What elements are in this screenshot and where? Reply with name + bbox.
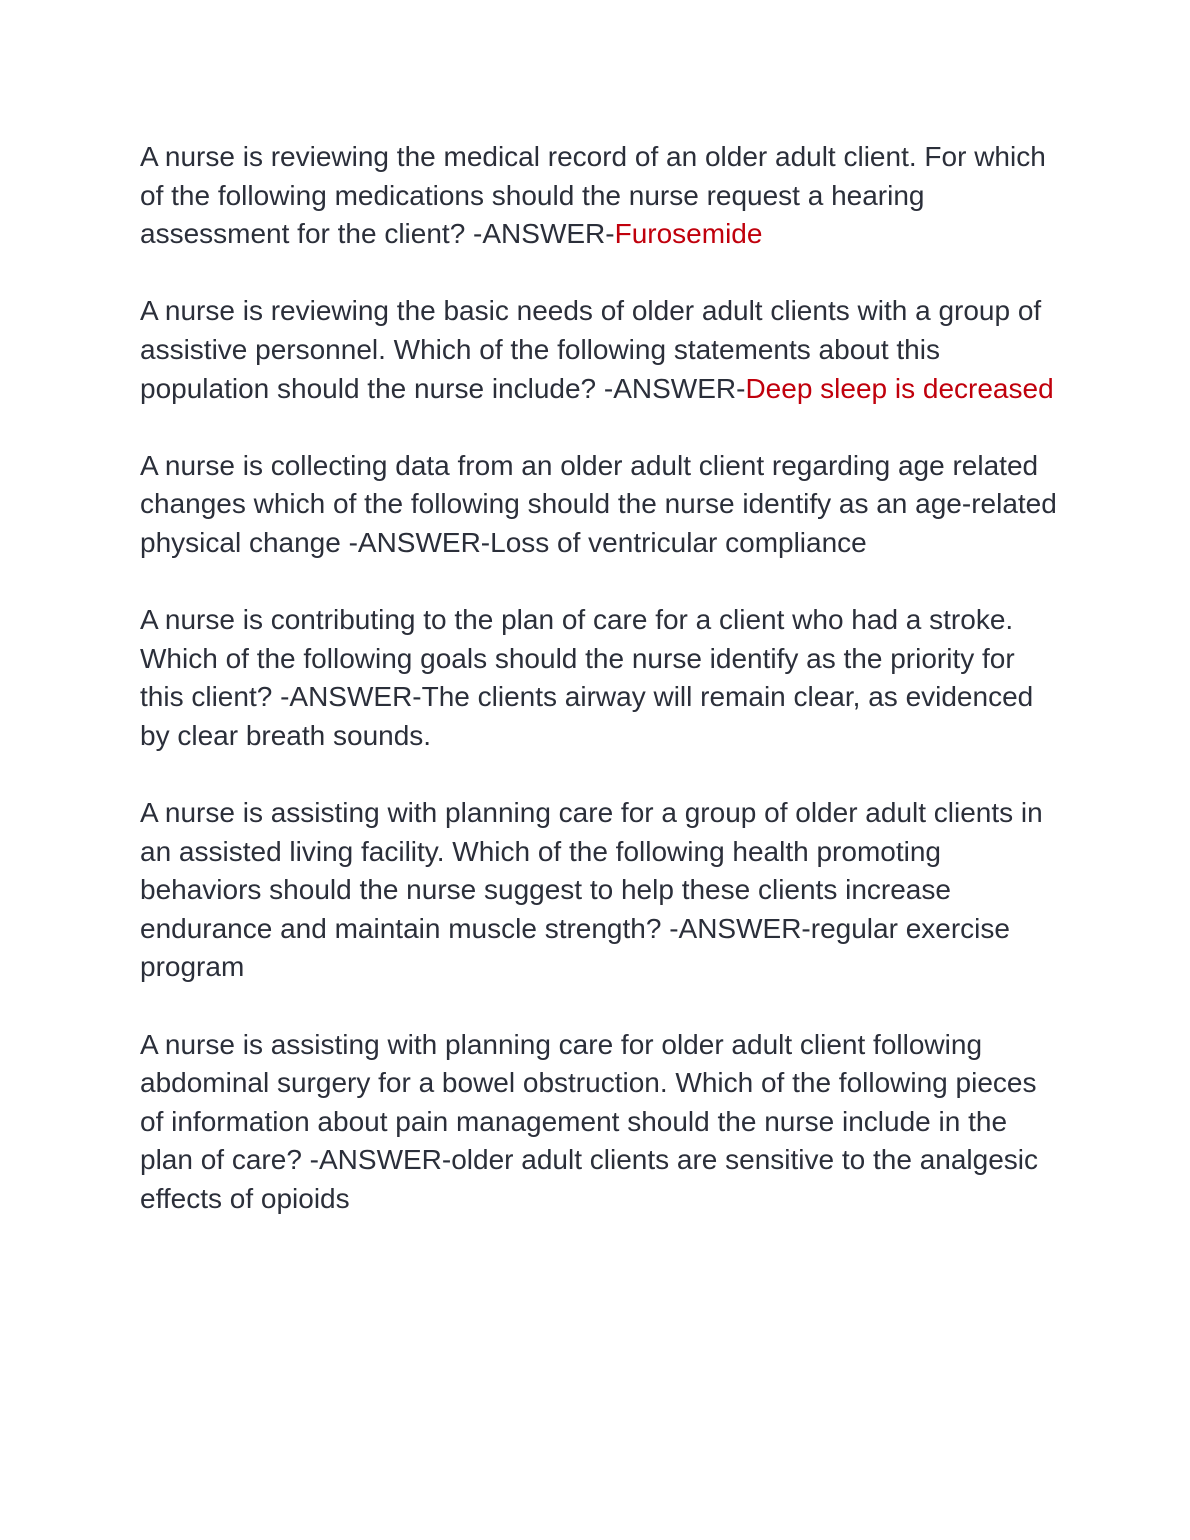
- question-text: A nurse is reviewing the medical record of an older adult client. For which of the following medications should the nurse request a hearing assessment for the client? -ANSWER-: [140, 141, 1046, 250]
- question-text: A nurse is assisting with planning care for a group of older adult clients in an assisted living facility. Which of the following health promoting behaviors should the nurse suggest to help these clients increase endurance and maintain muscle strength? -ANSWER-: [140, 797, 1043, 944]
- answer-text: older adult clients are sensitive to the analgesic effects of opioids: [140, 1144, 1039, 1215]
- answer-text: Furosemide: [614, 218, 763, 250]
- qa-item-1: [140, 138, 1060, 254]
- question-text: A nurse is collecting data from an older adult client regarding age related changes which of the following should the nurse identify as an age-related physical change -ANSWER-: [140, 449, 1057, 558]
- answer-text: The clients airway will remain clear, as evidenced by clear breath sounds.: [140, 681, 1034, 751]
- qa-item-3: [140, 447, 1060, 563]
- qa-item-5: [140, 794, 1060, 987]
- qa-item-6: [140, 1026, 1060, 1219]
- question-text: A nurse is assisting with planning care for older adult client following abdominal surgery for a bowel obstruction. Which of the following pieces of information about pain management should the nurse include in the plan of care? -ANSWER-: [140, 1028, 1037, 1176]
- answer-text: Loss of ventricular compliance: [490, 526, 867, 558]
- qa-item-4: [140, 601, 1060, 755]
- document-page: [140, 138, 1060, 1257]
- question-text: A nurse is contributing to the plan of care for a client who had a stroke. Which of the following goals should the nurse identify as the priority for this client? -ANSWER-: [140, 604, 1015, 713]
- qa-item-2: [140, 292, 1060, 408]
- answer-text: regular exercise program: [140, 912, 1010, 983]
- answer-text: Deep sleep is decreased: [745, 372, 1054, 404]
- question-text: A nurse is reviewing the basic needs of older adult clients with a group of assistive personnel. Which of the following statements about this population should the nurse include? -ANSWER-: [140, 295, 1042, 404]
